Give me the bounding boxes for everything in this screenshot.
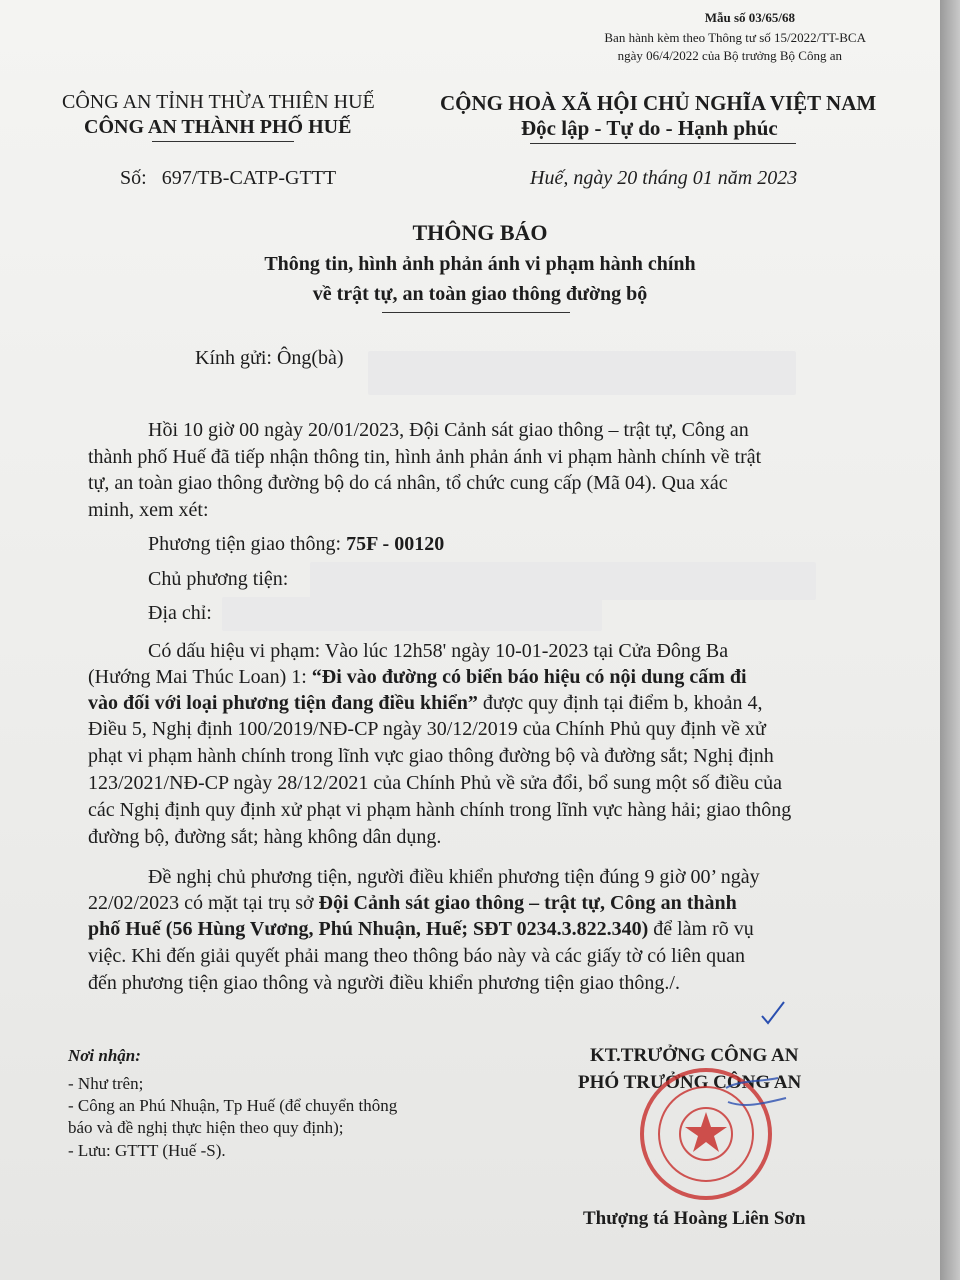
body-p1-line-3: tự, an toàn giao thông đường bộ do cá nhân, tổ chức cung cấp (Mã 04). Qua xác [88, 472, 728, 494]
address-label: Địa chỉ: [148, 602, 212, 624]
request-address: phố Huế (56 Hùng Vương, Phú Nhuận, Huế; SĐT 0234.3.822.340) [88, 918, 649, 940]
body-p1-line-4: minh, xem xét: [88, 499, 209, 521]
recipient-item-4: - Lưu: GTTT (Huế -S). [68, 1141, 226, 1160]
recipient-item-1: - Như trên; [68, 1074, 144, 1093]
violation-line-4: Điều 5, Nghị định 100/2019/NĐ-CP ngày 30/12/2019 của Chính Phủ quy định về xử [88, 718, 766, 740]
document-number [120, 167, 336, 190]
official-seal-icon [618, 1068, 808, 1200]
form-number: Mẫu số 03/65/68 [704, 10, 795, 25]
redacted-recipient [368, 351, 796, 395]
request-line-5: đến phương tiện giao thông và người điều khiển phương tiện giao thông./. [88, 972, 680, 994]
signature-title-2: PHÓ TRƯỞNG CÔNG AN [578, 1072, 802, 1093]
document-number-value: 697/TB-CATP-GTTT [161, 167, 337, 189]
agency-parent: CÔNG AN TỈNH THỪA THIÊN HUẾ [62, 91, 375, 113]
violation-line-6: 123/2021/NĐ-CP ngày 28/12/2021 của Chính Phủ về sửa đổi, bổ sung một số điều của [88, 772, 782, 794]
recipient-item-2: - Công an Phú Nhuận, Tp Huế (để chuyển thông [68, 1096, 398, 1115]
violation-quote-1: “Đi vào đường có biển báo hiệu có nội dung cấm đi [311, 666, 747, 688]
request-line-3 [88, 918, 754, 941]
document-subtitle-2: về trật tự, an toàn giao thông đường bộ [312, 283, 648, 305]
page-edge [940, 0, 960, 1280]
request-office: Đội Cảnh sát giao thông – trật tự, Công an thành [318, 892, 737, 914]
request-line-2-text: 22/02/2023 có mặt tại trụ sở [88, 892, 319, 914]
violation-line-3-text: được quy định tại điểm b, khoản 4, [477, 692, 763, 714]
document-subtitle-1: Thông tin, hình ảnh phản ánh vi phạm hành chính [264, 253, 696, 275]
document-title: THÔNG BÁO [412, 220, 548, 245]
document-number-label: Số: [120, 167, 147, 189]
vehicle-label: Phương tiện giao thông: [148, 533, 347, 555]
body-p1-line-2: thành phố Huế đã tiếp nhận thông tin, hình ảnh phản ánh vi phạm hành chính về trật [88, 446, 762, 468]
violation-line-7: các Nghị định quy định xử phạt vi phạm hành chính trong lĩnh vực hàng hải; giao thông [88, 799, 792, 821]
form-reference-line-2: ngày 06/4/2022 của Bộ trưởng Bộ Công an [617, 48, 842, 63]
national-motto: Độc lập - Tự do - Hạnh phúc [521, 116, 778, 140]
recipient-label: Kính gửi: Ông(bà) [195, 347, 344, 369]
violation-line-1: Có dấu hiệu vi phạm: Vào lúc 12h58' ngày 10-01-2023 tại Cửa Đông Ba [148, 640, 729, 662]
subtitle-underline [382, 312, 570, 313]
violation-line-2 [88, 666, 747, 689]
recipient-item-3: báo và đề nghị thực hiện theo quy định); [68, 1118, 344, 1137]
redacted-address [222, 597, 602, 631]
check-mark-icon [760, 1000, 786, 1026]
form-reference-line-1: Ban hành kèm theo Thông tư số 15/2022/TT-BCA [604, 30, 866, 45]
violation-line-3 [88, 692, 763, 715]
agency-underline [152, 141, 294, 142]
violation-line-2-text: (Hướng Mai Thúc Loan) 1: [88, 666, 312, 688]
agency-name: CÔNG AN THÀNH PHỐ HUẾ [84, 116, 352, 138]
vehicle-line [148, 533, 444, 556]
republic-title: CỘNG HOÀ XÃ HỘI CHỦ NGHĨA VIỆT NAM [440, 91, 877, 115]
violation-line-5: phạt vi phạm hành chính trong lĩnh vực giao thông đường bộ và đường sắt; Nghị định [88, 745, 774, 767]
place-date: Huế, ngày 20 tháng 01 năm 2023 [530, 167, 798, 189]
signature-title-1: KT.TRƯỞNG CÔNG AN [590, 1045, 799, 1066]
body-p1-line-1: Hồi 10 giờ 00 ngày 20/01/2023, Đội Cảnh sát giao thông – trật tự, Công an [148, 419, 749, 441]
request-line-3-text: để làm rõ vụ [648, 918, 754, 940]
request-line-1: Đề nghị chủ phương tiện, người điều khiển phương tiện đúng 9 giờ 00’ ngày [148, 866, 760, 888]
request-line-2 [88, 892, 737, 915]
motto-underline [530, 143, 796, 144]
vehicle-plate: 75F - 00120 [346, 533, 445, 555]
violation-line-8: đường bộ, đường sắt; hàng không dân dụng. [88, 826, 442, 848]
signer-name: Thượng tá Hoàng Liên Sơn [583, 1208, 806, 1229]
recipients-heading: Nơi nhận: [68, 1046, 141, 1065]
owner-label: Chủ phương tiện: [148, 568, 289, 590]
redacted-owner [310, 562, 816, 600]
violation-quote-2: vào đối với loại phương tiện đang điều khiển” [88, 692, 478, 714]
request-line-4: việc. Khi đến giải quyết phải mang theo thông báo này và các giấy tờ có liên quan [88, 945, 746, 967]
